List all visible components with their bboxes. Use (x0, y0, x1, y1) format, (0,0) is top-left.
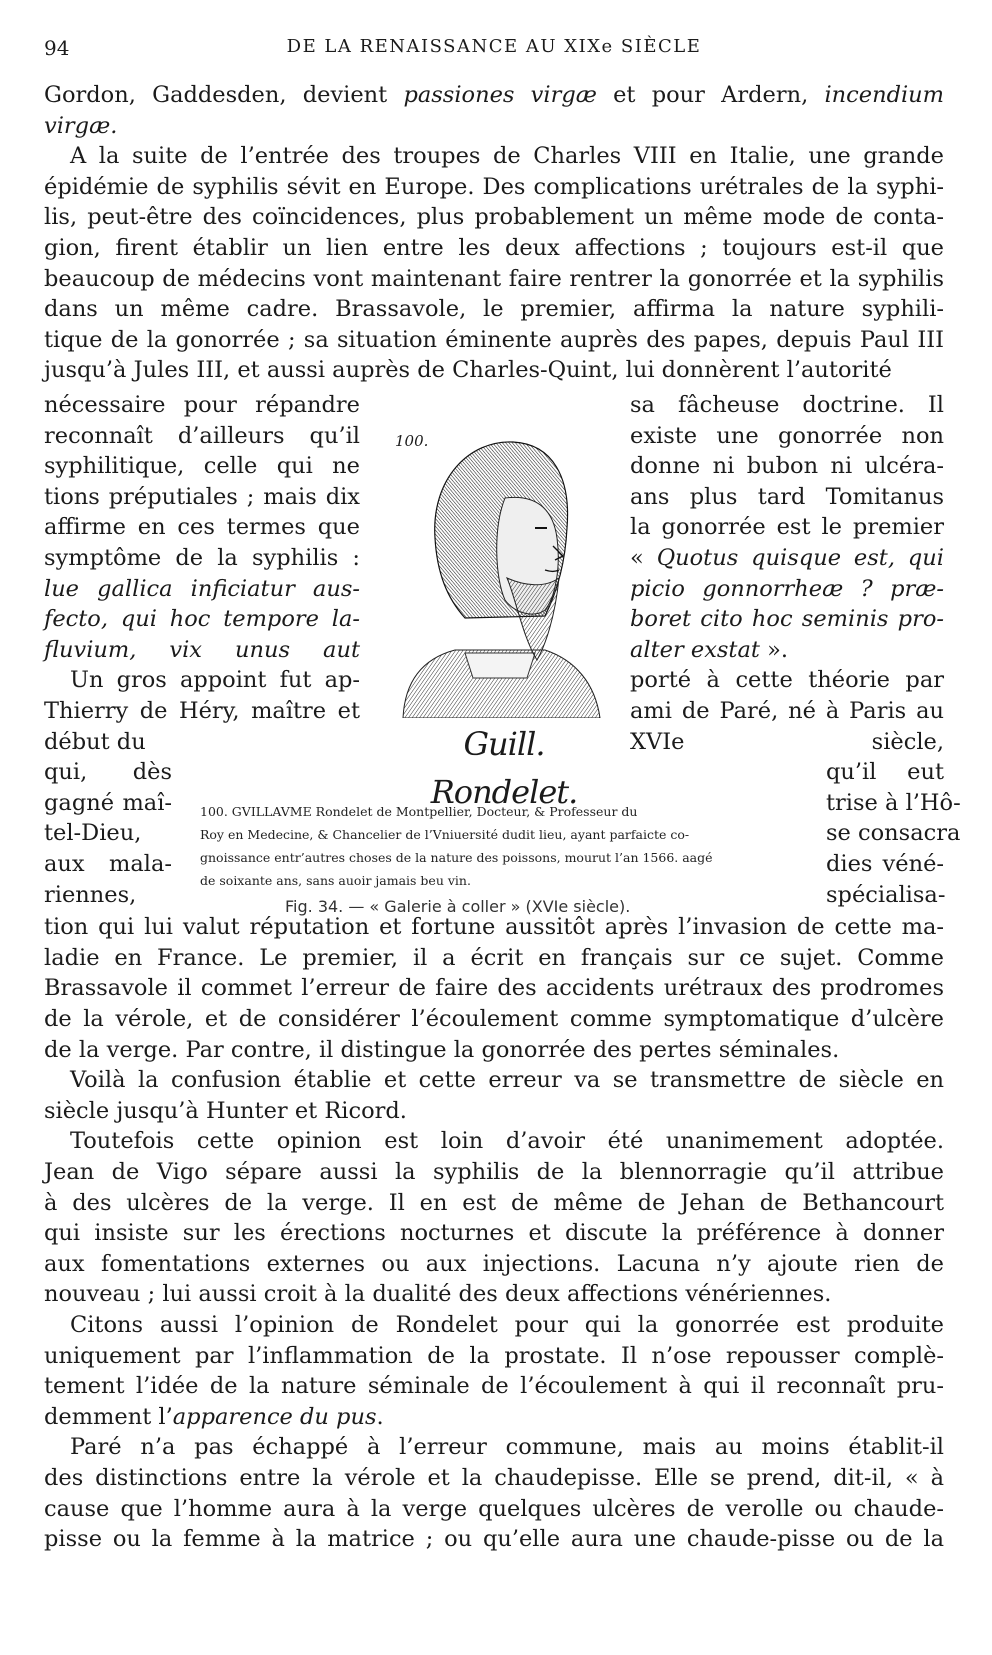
narrow-right-line: qu’il eut (826, 759, 944, 786)
body-line: beaucoup de médecins vont maintenant faire rentrer la gonorrée et la syphilis (44, 265, 944, 292)
body-line: aux fomentations externes ou aux injections. Lacuna n’y ajoute rien de (44, 1250, 944, 1277)
legend-line: gnoissance entr’autres choses de la nature des poissons, mourut l’an 1566. aagé (200, 850, 713, 865)
right-column-line: ans plus tard Tomitanus (630, 483, 944, 510)
narrow-left-line: qui, dès (44, 759, 172, 786)
left-column-line: affirme en ces termes que (44, 514, 360, 541)
figure-caption: Fig. 34. — « Galerie à coller » (XVIe siècle). (285, 897, 631, 916)
left-column-line: fluvium, vix unus aut (44, 636, 360, 663)
body-line: de la verge. Par contre, il distingue la gonorrée des pertes séminales. (44, 1036, 840, 1063)
body-line: Toutefois cette opinion est loin d’avoir été unanimement adoptée. (70, 1128, 944, 1155)
body-line: de la vérole, et de considérer l’écoulement comme symptomatique d’ulcère (44, 1006, 944, 1032)
body-line: Jean de Vigo sépare aussi la syphilis de la blennorragie qu’il attribue (44, 1159, 944, 1185)
left-column-line: tions préputiales ; mais dix (44, 483, 360, 510)
running-title: DE LA RENAISSANCE AU XIXe SIÈCLE (286, 36, 702, 57)
right-column-line: alter exstat ». (630, 636, 789, 663)
narrow-right-line: trise à l’Hô- (826, 789, 961, 816)
narrow-left-line: tel-Dieu, (44, 820, 142, 847)
right-column-line: sa fâcheuse doctrine. Il (630, 392, 944, 418)
body-line: uniquement par l’inflammation de la prostate. Il n’ose repousser complè- (44, 1342, 944, 1369)
left-column-line: symptôme de la syphilis : (44, 545, 360, 571)
body-line: pisse ou la femme à la matrice ; ou qu’elle aura une chaude-pisse ou de la (44, 1526, 944, 1553)
right-column-line: ami de Paré, né à Paris au (630, 698, 944, 724)
right-column-line: existe une gonorrée non (630, 422, 944, 449)
body-line: Gordon, Gaddesden, devient passiones virgæ et pour Ardern, incendium (44, 82, 944, 108)
body-line: dans un même cadre. Brassavole, le premier, affirma la nature syphili- (44, 296, 944, 323)
body-line: demment l’apparence du pus. (44, 1403, 384, 1430)
body-line: A la suite de l’entrée des troupes de Charles VIII en Italie, une grande (70, 143, 944, 170)
left-column-line: syphilitique, celle qui ne (44, 453, 360, 480)
body-line: à des ulcères de la verge. Il en est de même de Jehan de Bethancourt (44, 1189, 944, 1216)
page-header (44, 36, 944, 62)
body-line: nouveau ; lui aussi croit à la dualité des deux affections vénériennes. (44, 1281, 832, 1308)
body-line: qui insiste sur les érections nocturnes et discute la préférence à donner (44, 1220, 944, 1247)
left-column-line: reconnaît d’ailleurs qu’il (44, 422, 360, 449)
left-column-line: Thierry de Héry, maître et (44, 698, 360, 724)
body-line: épidémie de syphilis sévit en Europe. Des complications urétrales de la syphi- (44, 173, 944, 200)
body-line: tion qui lui valut réputation et fortune aussitôt après l’invasion de cette ma- (44, 914, 944, 941)
page-number: 94 (44, 36, 70, 60)
body-line: virgæ. (44, 112, 118, 139)
body-line: Paré n’a pas échappé à l’erreur commune, mais au moins établit-il (70, 1434, 944, 1461)
body-line: Citons aussi l’opinion de Rondelet pour qui la gonorrée est produite (70, 1312, 944, 1338)
body-line: gion, firent établir un lien entre les deux affections ; toujours est-il que (44, 235, 944, 261)
left-column-line: début du (44, 728, 146, 755)
left-column-line: nécessaire pour répandre (44, 392, 360, 418)
portrait-engraving (395, 428, 605, 718)
right-column-line: la gonorrée est le premier (630, 514, 944, 541)
portrait-signature: Guill. Rondelet. (430, 725, 578, 811)
legend-line: Roy en Medecine, & Chancelier de l’Vniuersité dudit lieu, ayant parfaicte co- (200, 827, 690, 842)
narrow-right-line: se consacra (826, 820, 961, 847)
body-line: tique de la gonorrée ; sa situation éminente auprès des papes, depuis Paul III (44, 326, 944, 353)
legend-line: 100. GVILLAVME Rondelet de Montpellier, Docteur, & Professeur du (200, 804, 638, 819)
body-line: des distinctions entre la vérole et la chaudepisse. Elle se prend, dit-il, « à (44, 1465, 944, 1491)
body-line: lis, peut-être des coïncidences, plus probablement un même mode de conta- (44, 204, 944, 231)
body-line: Brassavole il commet l’erreur de faire des accidents urétraux des prodromes (44, 975, 944, 1002)
right-column-line: donne ni bubon ni ulcéra- (630, 453, 944, 480)
body-line: Voilà la confusion établie et cette erreur va se transmettre de siècle en (70, 1067, 944, 1094)
right-column-line: boret cito hoc seminis pro- (630, 606, 944, 633)
narrow-left-line: riennes, (44, 881, 137, 908)
body-line: cause que l’homme aura à la verge quelques ulcères de verolle ou chaude- (44, 1495, 944, 1522)
right-column-line: « Quotus quisque est, qui (630, 545, 944, 571)
left-column-line: Un gros appoint fut ap- (70, 667, 360, 694)
figure-legend (200, 800, 800, 892)
portrait-figure (395, 428, 605, 811)
right-column-line: XVIe siècle, (630, 728, 944, 755)
body-line: ladie en France. Le premier, il a écrit en français sur ce sujet. Comme (44, 944, 944, 971)
right-column-line: porté à cette théorie par (630, 667, 944, 694)
body-line: jusqu’à Jules III, et aussi auprès de Charles-Quint, lui donnèrent l’autorité (44, 357, 892, 384)
left-column-line: lue gallica inficiatur aus- (44, 575, 360, 602)
left-column-line: fecto, qui hoc tempore la- (44, 606, 360, 633)
narrow-left-line: aux mala- (44, 851, 172, 877)
figure-number-label: 100. (395, 432, 429, 450)
narrow-right-line: dies véné- (826, 851, 944, 877)
right-column-line: picio gonnorrheæ ? præ- (630, 575, 944, 602)
narrow-right-line: spécialisa- (826, 881, 946, 908)
narrow-left-line: gagné maî- (44, 789, 172, 816)
legend-line: de soixante ans, sans auoir jamais beu vin. (200, 873, 471, 888)
body-line: siècle jusqu’à Hunter et Ricord. (44, 1097, 407, 1124)
body-line: tement l’idée de la nature séminale de l’écoulement à qui il reconnaît pru- (44, 1373, 944, 1400)
